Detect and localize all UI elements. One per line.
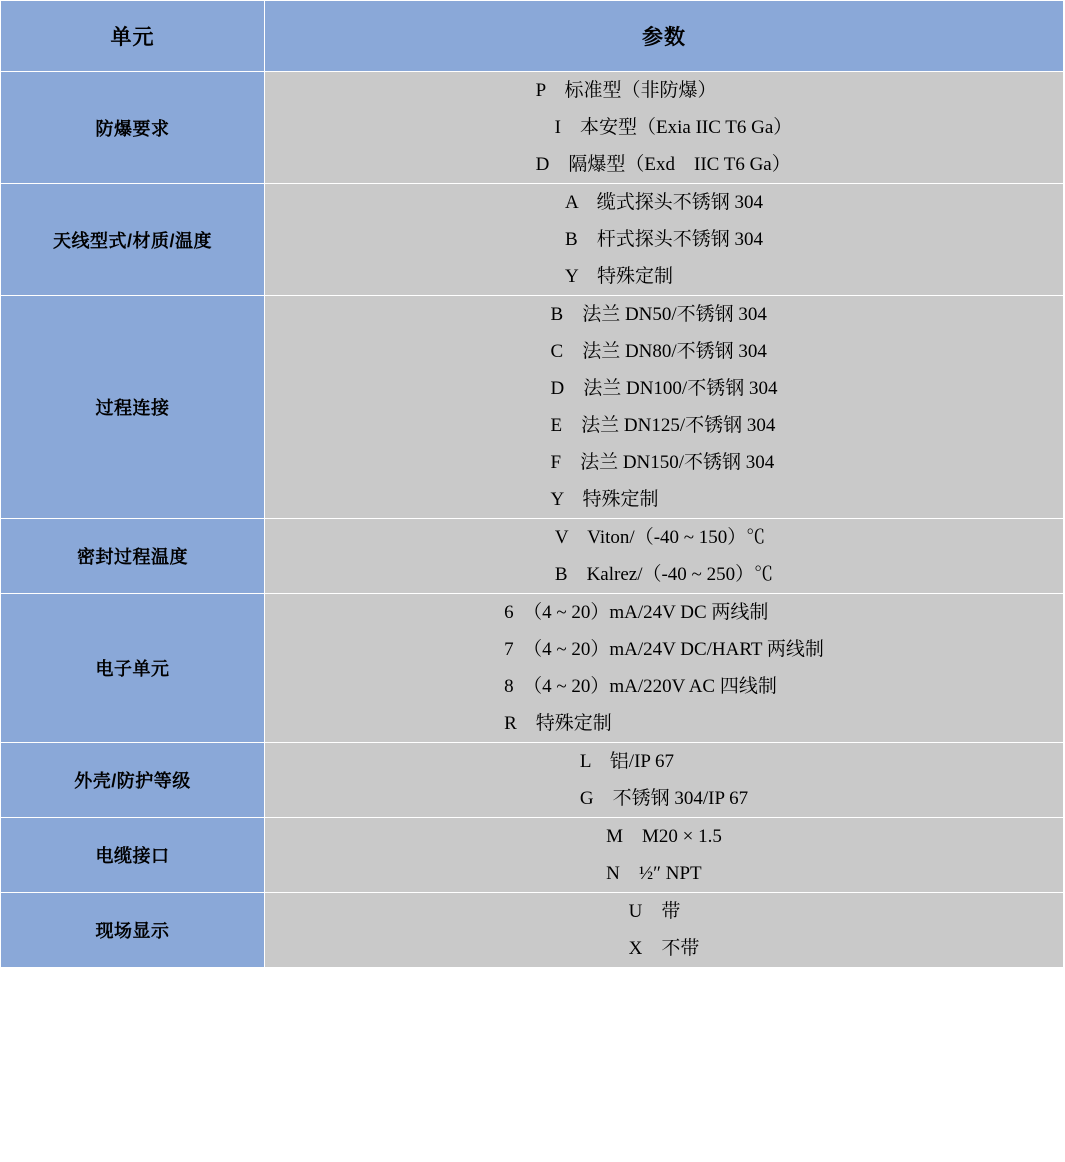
table-row	[1, 893, 1064, 968]
parameter-cell	[265, 818, 1064, 893]
unit-label: 外壳/防护等级	[1, 743, 265, 818]
list-item: U 带	[628, 901, 681, 922]
list-item: C 法兰 DN80/不锈钢 304	[550, 341, 767, 362]
table-row	[1, 184, 1064, 296]
table-head	[1, 1, 1064, 72]
option-list	[551, 296, 778, 518]
unit-label: 电子单元	[1, 594, 265, 743]
unit-label: 现场显示	[1, 893, 265, 968]
option-list	[504, 594, 824, 742]
list-item: 8 （4 ~ 20）mA/220V AC 四线制	[504, 676, 777, 697]
list-item: A 缆式探头不锈钢 304	[565, 192, 763, 213]
option-list	[565, 184, 763, 295]
unit-label: 防爆要求	[1, 72, 265, 184]
table-row	[1, 519, 1064, 594]
list-item: B 法兰 DN50/不锈钢 304	[550, 304, 767, 325]
list-item: I 本安型（Exia IIC T6 Ga）	[535, 117, 793, 138]
unit-label: 电缆接口	[1, 818, 265, 893]
option-list	[536, 72, 793, 183]
table-row	[1, 72, 1064, 184]
list-item: 6 （4 ~ 20）mA/24V DC 两线制	[504, 602, 769, 623]
list-item: 7 （4 ~ 20）mA/24V DC/HART 两线制	[504, 639, 824, 660]
list-item: D 隔爆型（Exd IIC T6 Ga）	[535, 154, 791, 175]
table-header-row	[1, 1, 1064, 72]
list-item: D 法兰 DN100/不锈钢 304	[550, 378, 778, 399]
list-item: Y 特殊定制	[550, 489, 659, 510]
list-item: F 法兰 DN150/不锈钢 304	[550, 452, 775, 473]
parameter-cell	[265, 72, 1064, 184]
parameter-cell	[265, 184, 1064, 296]
parameter-cell	[265, 594, 1064, 743]
list-item: E 法兰 DN125/不锈钢 304	[550, 415, 776, 436]
table-row	[1, 818, 1064, 893]
table-row	[1, 743, 1064, 818]
table-row	[1, 594, 1064, 743]
parameter-cell	[265, 743, 1064, 818]
unit-label: 过程连接	[1, 296, 265, 519]
list-item: B 杆式探头不锈钢 304	[565, 229, 763, 250]
list-item: N ½″ NPT	[606, 863, 702, 884]
list-item: Y 特殊定制	[565, 266, 674, 287]
table-row	[1, 296, 1064, 519]
list-item: G 不锈钢 304/IP 67	[579, 788, 749, 809]
unit-label: 天线型式/材质/温度	[1, 184, 265, 296]
unit-label: 密封过程温度	[1, 519, 265, 594]
column-header-parameter: 参数	[265, 1, 1064, 72]
option-list	[555, 519, 773, 593]
list-item: P 标准型（非防爆）	[535, 80, 717, 101]
list-item: X 不带	[628, 938, 700, 959]
table-body	[1, 72, 1064, 968]
list-item: R 特殊定制	[504, 713, 612, 734]
list-item: M M20 × 1.5	[606, 826, 722, 847]
list-item: L 铝/IP 67	[579, 751, 675, 772]
column-header-unit: 单元	[1, 1, 265, 72]
option-list	[629, 893, 700, 967]
list-item: V Viton/（-40 ~ 150）℃	[554, 527, 766, 548]
option-list	[606, 818, 722, 892]
option-list	[580, 743, 748, 817]
parameter-cell	[265, 519, 1064, 594]
parameter-cell	[265, 893, 1064, 968]
list-item: B Kalrez/（-40 ~ 250）℃	[554, 564, 774, 585]
parameter-cell	[265, 296, 1064, 519]
